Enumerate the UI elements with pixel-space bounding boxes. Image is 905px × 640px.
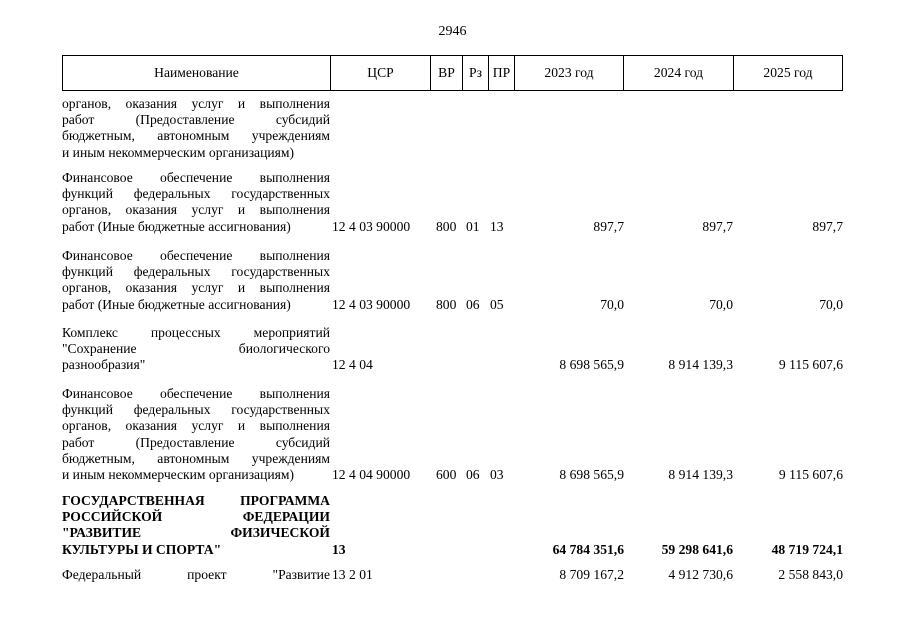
row-csr: 13 2 01 [332, 567, 373, 582]
row-value-2025: 897,7 [812, 218, 843, 234]
row-rz: 06 [466, 296, 480, 312]
row-name [62, 170, 330, 235]
row-value-2023: 897,7 [593, 218, 624, 234]
row-name [62, 386, 330, 483]
row-value-2025: 70,0 [819, 296, 843, 312]
row-csr: 12 4 03 90000 [332, 218, 411, 234]
row-value-2025: 48 719 724,1 [771, 541, 843, 557]
row-value-2023: 70,0 [600, 296, 624, 312]
row-pr: 05 [490, 296, 504, 312]
row-name-line: Федеральный проект "Развитие [62, 567, 330, 582]
row-name-line: Финансовое обеспечение выполнения [62, 248, 330, 263]
row-value-2024: 8 914 139,3 [668, 357, 733, 373]
column-header-vr: ВР [431, 56, 463, 90]
row-value-2025: 2 558 843,0 [778, 567, 843, 582]
column-header-2023: 2023 год [515, 56, 624, 90]
row-pr: 13 [490, 218, 504, 234]
column-header-csr: ЦСР [331, 56, 431, 90]
row-name-line: "Сохранение биологического [62, 341, 330, 357]
row-value-2024: 70,0 [709, 296, 733, 312]
page-number: 2946 [438, 24, 467, 39]
row-name-line: "РАЗВИТИЕ ФИЗИЧЕСКОЙ [62, 525, 330, 541]
column-header-2024: 2024 год [624, 56, 734, 90]
row-name-line: работ (Предоставление субсидий [62, 112, 330, 128]
row-name-line: органов, оказания услуг и выполнения [62, 280, 330, 296]
row-name-line: бюджетным, автономным учреждениям [62, 450, 330, 466]
row-name [62, 325, 330, 374]
row-csr: 12 4 04 [332, 357, 373, 373]
row-name-line: функций федеральных государственных [62, 186, 330, 202]
row-name [62, 493, 330, 558]
row-name-line: органов, оказания услуг и выполнения [62, 202, 330, 218]
row-value-2024: 897,7 [702, 218, 733, 234]
column-header-pr: ПР [489, 56, 515, 90]
row-name-line: Комплекс процессных мероприятий [62, 325, 330, 340]
row-name-line: органов, оказания услуг и выполнения [62, 418, 330, 434]
row-name-line: работ (Предоставление субсидий [62, 434, 330, 450]
row-value-2023: 8 709 167,2 [559, 567, 624, 582]
row-pr: 03 [490, 467, 504, 482]
row-name-line: Финансовое обеспечение выполнения [62, 170, 330, 185]
column-header-name: Наименование [63, 56, 331, 90]
row-name-line: ГОСУДАРСТВЕННАЯ ПРОГРАММА [62, 493, 330, 508]
row-name-line: работ (Иные бюджетные ассигнования) [62, 218, 291, 234]
row-vr: 600 [436, 467, 457, 482]
row-name-line: функций федеральных государственных [62, 264, 330, 280]
row-name-line: бюджетным, автономным учреждениям [62, 128, 330, 144]
row-csr: 12 4 03 90000 [332, 296, 411, 312]
row-name-line: Финансовое обеспечение выполнения [62, 386, 330, 401]
row-value-2024: 59 298 641,6 [661, 541, 733, 557]
row-vr: 800 [436, 296, 457, 312]
column-header-2025: 2025 год [763, 65, 813, 80]
table-header [62, 55, 843, 91]
row-name-line: и иным некоммерческим организациям) [62, 467, 295, 483]
row-name-line: и иным некоммерческим организациям) [62, 144, 295, 160]
row-value-2023: 64 784 351,6 [552, 541, 624, 557]
row-csr: 13 [332, 541, 346, 557]
row-name-line: разнообразия" [62, 357, 146, 373]
row-value-2024: 8 914 139,3 [668, 467, 733, 482]
row-value-2023: 8 698 565,9 [559, 357, 624, 373]
row-value-2023: 8 698 565,9 [559, 467, 624, 482]
row-vr: 800 [436, 218, 457, 234]
row-value-2025: 9 115 607,6 [778, 467, 843, 482]
row-value-2025: 9 115 607,6 [778, 357, 843, 373]
row-name [62, 96, 330, 161]
row-name-line: функций федеральных государственных [62, 402, 330, 418]
row-name [62, 567, 330, 583]
row-name-line: работ (Иные бюджетные ассигнования) [62, 296, 291, 312]
row-rz: 06 [466, 467, 480, 482]
row-name-line: органов, оказания услуг и выполнения [62, 96, 330, 111]
row-name-line: РОССИЙСКОЙ ФЕДЕРАЦИИ [62, 509, 330, 525]
row-name-line: КУЛЬТУРЫ И СПОРТА" [62, 541, 222, 557]
column-header-rz: Рз [463, 56, 489, 90]
row-value-2024: 4 912 730,6 [668, 567, 733, 582]
row-name [62, 248, 330, 313]
row-rz: 01 [466, 218, 480, 234]
row-csr: 12 4 04 90000 [332, 467, 411, 482]
